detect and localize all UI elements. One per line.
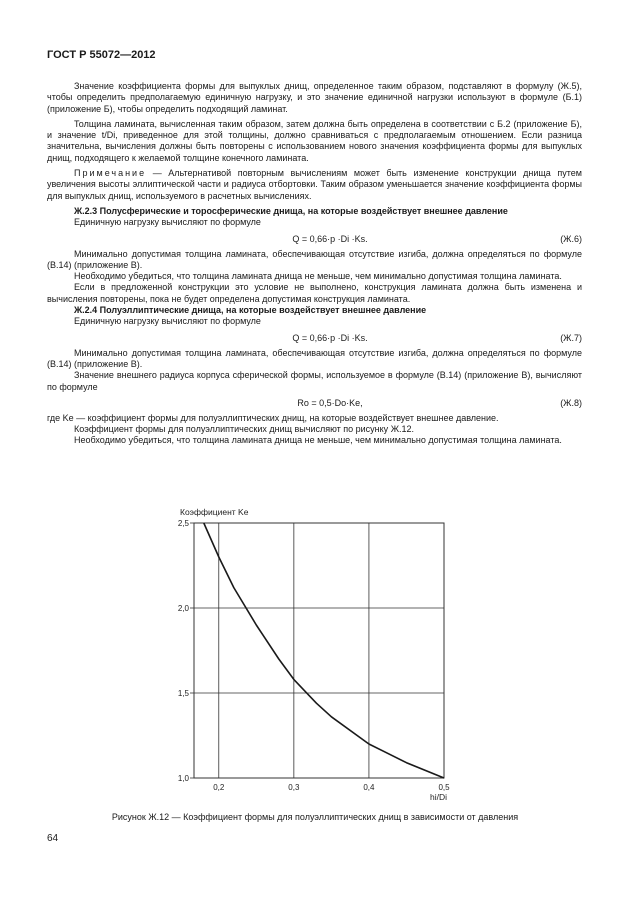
note-label: Примечание bbox=[74, 168, 147, 179]
y-axis-label: Коэффициент Ke bbox=[180, 507, 249, 517]
formula-zh7 bbox=[47, 328, 582, 348]
formula-zh8 bbox=[47, 393, 582, 413]
note-text: — Альтернативой повторным вычислениям может быть изменение конструкции днища путем увеличения высоты эллиптической части и радиуса отбортовки. Таким образом уменьшается значение коэффициента формы для выпуклых днищ, используемого в расчетных вычислениях. bbox=[47, 168, 582, 201]
note bbox=[47, 168, 582, 202]
paragraph: Единичную нагрузку вычисляют по формуле bbox=[74, 217, 261, 228]
paragraph: Коэффициент формы для полуэллиптических днищ вычисляют по рисунку Ж.12. bbox=[74, 424, 415, 435]
x-tick-label: 0,5 bbox=[438, 783, 450, 792]
paragraph: где Ke — коэффициент формы для полуэллиптических днищ, на которые воздействует внешнее давление. bbox=[47, 412, 499, 423]
y-tick-label: 2,5 bbox=[177, 519, 189, 528]
body-text-block-1 bbox=[47, 81, 582, 447]
paragraph: Толщина ламината, вычисленная таким образом, затем должна быть определена в соответствии с Б.2 (приложение Б), и значение t/Di, приведенное для этой толщины, должно сравниваться с предполагаемым отношением. Если разница значительна, вычисления должны быть повторены с использованием нового значения коэффициента формы для выпуклых днищ, подходящего к желаемой толщине конечного ламината. bbox=[47, 118, 582, 163]
y-tick-label: 1,5 bbox=[177, 689, 189, 698]
page-number: 64 bbox=[47, 833, 59, 844]
paragraph: Если в предложенной конструкции это условие не выполнено, конструкция ламината должна быть изменена и вычисления повторены, пока не будет определена допустимая конструкция ламината. bbox=[47, 282, 582, 304]
x-tick-label: 0,2 bbox=[213, 783, 225, 792]
document-header: ГОСТ Р 55072—2012 bbox=[47, 49, 156, 61]
formula-expression: Q = 0,66·p ·Di ·Ks. bbox=[292, 332, 368, 343]
ke-curve-line bbox=[204, 523, 444, 778]
ke-chart bbox=[160, 500, 480, 800]
plot-frame bbox=[194, 523, 444, 778]
section-heading: Ж.2.3 Полусферические и торосферические днища, на которые воздействует внешнее давление bbox=[74, 205, 508, 216]
formula-expression: Q = 0,66·p ·Di ·Ks. bbox=[292, 233, 368, 244]
paragraph: Минимально допустимая толщина ламината, обеспечивающая отсутствие изгиба, должна определяться по формуле (В.14) (приложение В). bbox=[47, 347, 582, 369]
formula-number: (Ж.8) bbox=[560, 397, 582, 408]
paragraph: Минимально допустимая толщина ламината, обеспечивающая отсутствие изгиба, должна определяться по формуле (В.14) (приложение В). bbox=[47, 248, 582, 270]
y-tick-label: 2,0 bbox=[177, 604, 189, 613]
figure-caption: Рисунок Ж.12 — Коэффициент формы для полуэллиптических днищ в зависимости от давления bbox=[111, 812, 519, 822]
paragraph: Единичную нагрузку вычисляют по формуле bbox=[74, 316, 261, 327]
paragraph: Значение внешнего радиуса корпуса сферической формы, используемое в формуле (В.14) (приложение В), вычисляют по формуле bbox=[47, 370, 582, 392]
formula-zh6 bbox=[47, 229, 582, 249]
paragraph: Необходимо убедиться, что толщина ламината днища не меньше, чем минимально допустимая толщина ламината. bbox=[74, 271, 562, 282]
paragraph: Необходимо убедиться, что толщина ламината днища не меньше, чем минимально допустимая толщина ламината. bbox=[74, 435, 562, 446]
x-axis-label: hi/Di bbox=[430, 792, 448, 800]
section-heading: Ж.2.4 Полуэллиптические днища, на которые воздействует внешнее давление bbox=[74, 305, 427, 316]
x-tick-label: 0,3 bbox=[288, 783, 300, 792]
formula-number: (Ж.7) bbox=[560, 332, 582, 343]
paragraph: Значение коэффициента формы для выпуклых днищ, определенное таким образом, подставляют в формулу (Ж.5), чтобы определить предполагаемую единичную нагрузку, и это значение единичной нагрузки используют в формуле (Б.1) (приложение Б), чтобы определить подходящий ламинат. bbox=[47, 81, 582, 114]
y-tick-label: 1,0 bbox=[177, 774, 189, 783]
x-tick-label: 0,4 bbox=[363, 783, 375, 792]
formula-expression: Ro = 0,5·Do·Ke, bbox=[297, 397, 363, 408]
formula-number: (Ж.6) bbox=[560, 233, 582, 244]
